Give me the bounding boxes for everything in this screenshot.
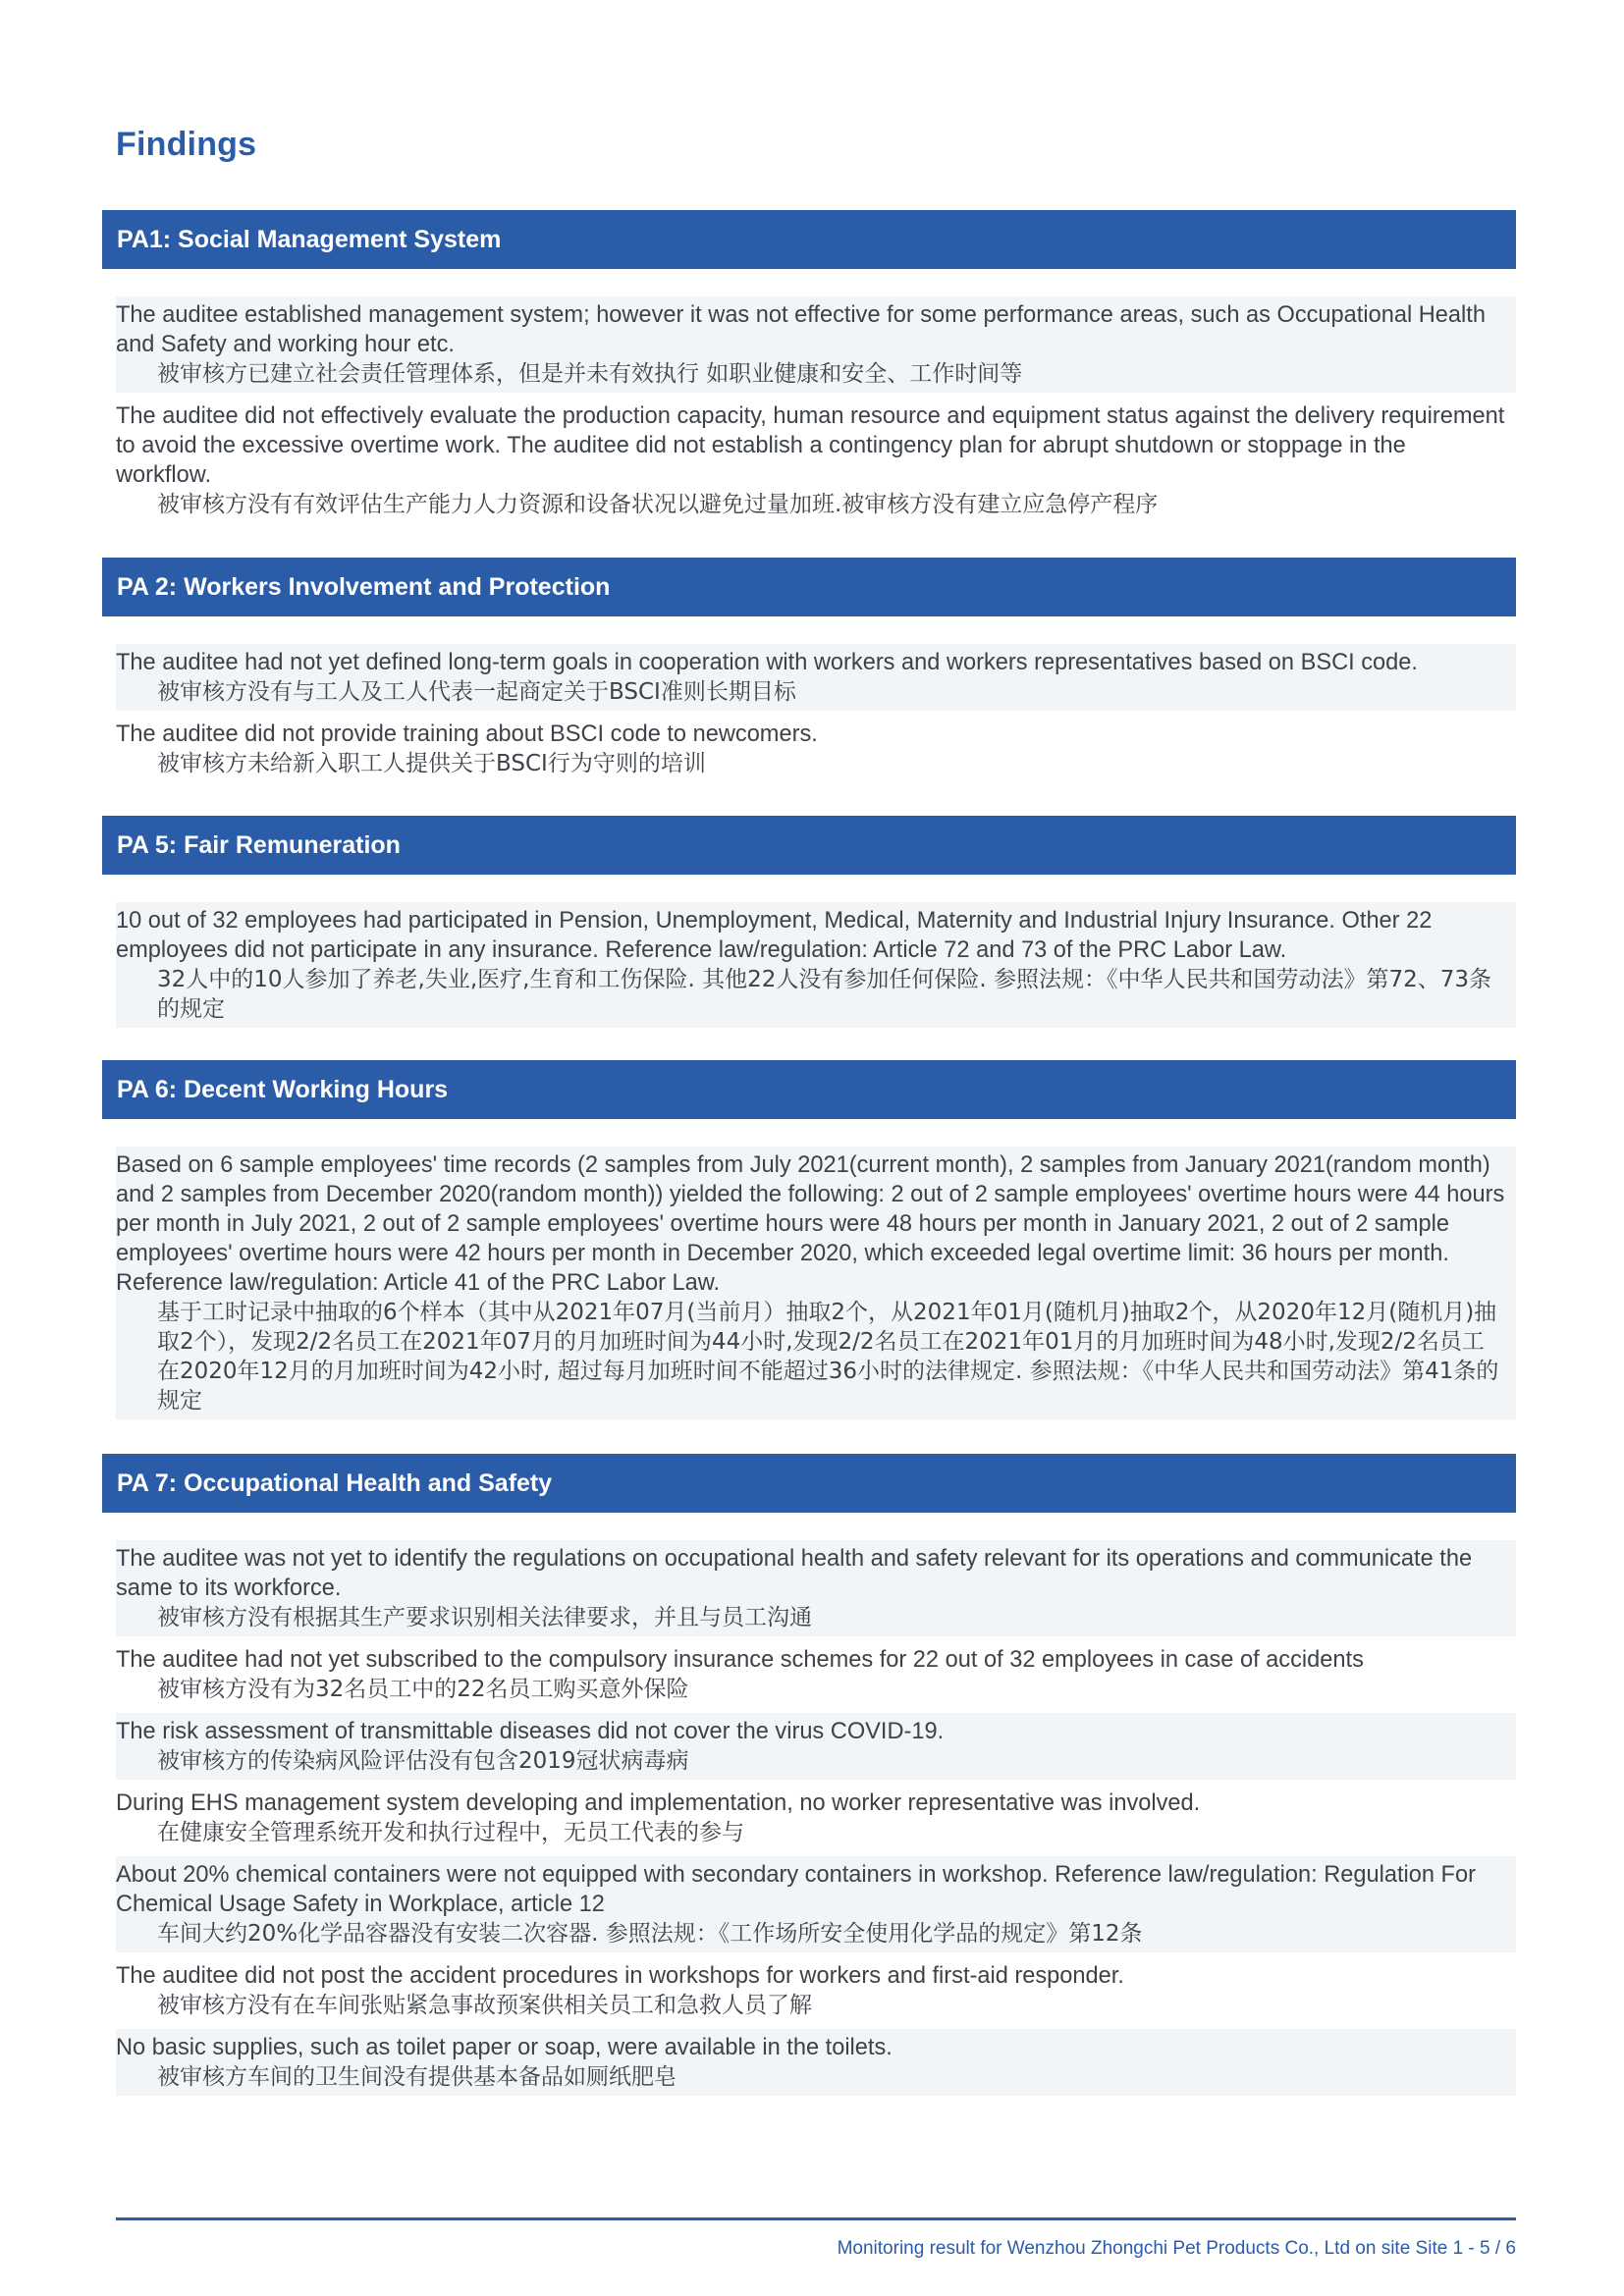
finding-text-cn: 被审核方的传染病风险评估没有包含2019冠状病毒病 [157, 1748, 689, 1774]
finding-item [116, 1713, 1516, 1780]
page-footer: Monitoring result for Wenzhou Zhongchi Pet Products Co., Ltd on site Site 1 - 5 / 6 [837, 2238, 1516, 2259]
finding-text-en: The auditee did not post the accident procedures in workshops for workers and first-aid responder. [116, 1963, 1124, 1989]
finding-item [116, 902, 1516, 1028]
finding-item [116, 644, 1516, 711]
finding-text-cn: 被审核方没有有效评估生产能力人力资源和设备状况以避免过量加班.被审核方没有建立应急停产程序 [157, 492, 1159, 517]
section-heading: PA 6: Decent Working Hours [102, 1060, 1516, 1119]
finding-text-en: The risk assessment of transmittable diseases did not cover the virus COVID-19. [116, 1719, 945, 1744]
finding-text-cn: 基于工时记录中抽取的6个样本（其中从2021年07月(当前月）抽取2个，从2021年01月(随机月)抽取2个，从2020年12月(随机月)抽取2个），发现2/2名员工在2021年07月的月加班时间为44小时,发现2/2名员工在2021年01月的月加班时间为48小时,发现2/2名员工在2020年12月的月加班时间为42小时, 超过每月加班时间不能超过36小时的法律规定. 参照法规：《中华人民共和国劳动法》第41条的规定 [157, 1300, 1499, 1414]
finding-text-cn: 被审核方没有与工人及工人代表一起商定关于BSCI准则长期目标 [157, 679, 796, 705]
finding-item [116, 1540, 1516, 1636]
finding-text-en: No basic supplies, such as toilet paper or soap, were available in the toilets. [116, 2035, 893, 2060]
section-pa6 [102, 1060, 1516, 1424]
section-pa7 [102, 1454, 1516, 2101]
finding-text-en: The auditee had not yet subscribed to the compulsory insurance schemes for 22 out of 32 employees in case of accidents [116, 1647, 1364, 1673]
finding-text-cn: 被审核方没有在车间张贴紧急事故预案供相关员工和急救人员了解 [157, 1993, 812, 2018]
finding-item [116, 1785, 1516, 1851]
page-title: Findings [116, 126, 257, 163]
finding-text-en: The auditee established management system; however it was not effective for some performance areas, such as Occupational Health and Safety and working hour etc. [116, 302, 1486, 357]
finding-text-en: 10 out of 32 employees had participated in Pension, Unemployment, Medical, Maternity and Industrial Injury Insurance. Other 22 employees did not participate in any insurance. Reference law/regulation: Article 72 and 73 of the PRC Labor Law. [116, 908, 1433, 963]
finding-item [116, 2029, 1516, 2096]
finding-text-en: The auditee was not yet to identify the regulations on occupational health and safety relevant for its operations and communicate the same to its workforce. [116, 1546, 1473, 1601]
finding-text-en: The auditee had not yet defined long-term goals in cooperation with workers and workers representatives based on BSCI code. [116, 650, 1418, 675]
finding-item [116, 1957, 1516, 2024]
finding-item [116, 296, 1516, 393]
finding-text-cn: 车间大约20%化学品容器没有安装二次容器. 参照法规：《工作场所安全使用化学品的规定》第12条 [157, 1921, 1143, 1947]
finding-text-cn: 被审核方没有为32名员工中的22名员工购买意外保险 [157, 1677, 689, 1702]
finding-text-cn: 32人中的10人参加了养老,失业,医疗,生育和工伤保险. 其他22人没有参加任何保险. 参照法规：《中华人民共和国劳动法》第72、73条的规定 [157, 967, 1492, 1022]
finding-text-cn: 被审核方未给新入职工人提供关于BSCI行为守则的培训 [157, 751, 706, 776]
finding-text-en: About 20% chemical containers were not equipped with secondary containers in workshop. Reference law/regulation: Regulation For Chemical Usage Safety in Workplace, article 12 [116, 1862, 1476, 1917]
finding-text-en: During EHS management system developing and implementation, no worker representative was involved. [116, 1790, 1201, 1816]
finding-text-cn: 被审核方车间的卫生间没有提供基本备品如厕纸肥皂 [157, 2064, 677, 2090]
finding-item [116, 716, 1516, 782]
section-pa2 [102, 558, 1516, 787]
finding-text-en: Based on 6 sample employees' time records (2 samples from July 2021(current month), 2 samples from January 2021(random month) and 2 samples from December 2020(random month)) yielded the following: 2 out of 2 sample employees' overtime hours were 44 hours per month in July 2021, 2 out of 2 sample employees' overtime hours were 48 hours per month in January 2021, 2 out of 2 sample employees' overtime hours were 42 hours per month in December 2020, which exceeded legal overtime limit: 36 hours per month. Reference law/regulation: Article 41 of the PRC Labor Law. [116, 1152, 1505, 1296]
finding-text-cn: 被审核方已建立社会责任管理体系，但是并未有效执行 如职业健康和安全、工作时间等 [157, 361, 1023, 387]
section-pa5 [102, 816, 1516, 1033]
footer-divider [116, 2217, 1516, 2220]
finding-item [116, 398, 1516, 523]
finding-text-en: The auditee did not provide training about BSCI code to newcomers. [116, 721, 818, 747]
section-heading: PA 5: Fair Remuneration [102, 816, 1516, 875]
finding-text-cn: 被审核方没有根据其生产要求识别相关法律要求，并且与员工沟通 [157, 1605, 812, 1630]
finding-item [116, 1641, 1516, 1708]
section-heading: PA 7: Occupational Health and Safety [102, 1454, 1516, 1513]
finding-item [116, 1147, 1516, 1419]
section-heading: PA1: Social Management System [102, 210, 1516, 269]
finding-text-cn: 在健康安全管理系统开发和执行过程中，无员工代表的参与 [157, 1820, 744, 1845]
section-heading: PA 2: Workers Involvement and Protection [102, 558, 1516, 616]
finding-text-en: The auditee did not effectively evaluate the production capacity, human resource and equipment status against the delivery requirement to avoid the excessive overtime work. The auditee did not establish a contingency plan for abrupt shutdown or stoppage in the workflow. [116, 403, 1505, 488]
section-pa1 [102, 210, 1516, 528]
finding-item [116, 1856, 1516, 1952]
